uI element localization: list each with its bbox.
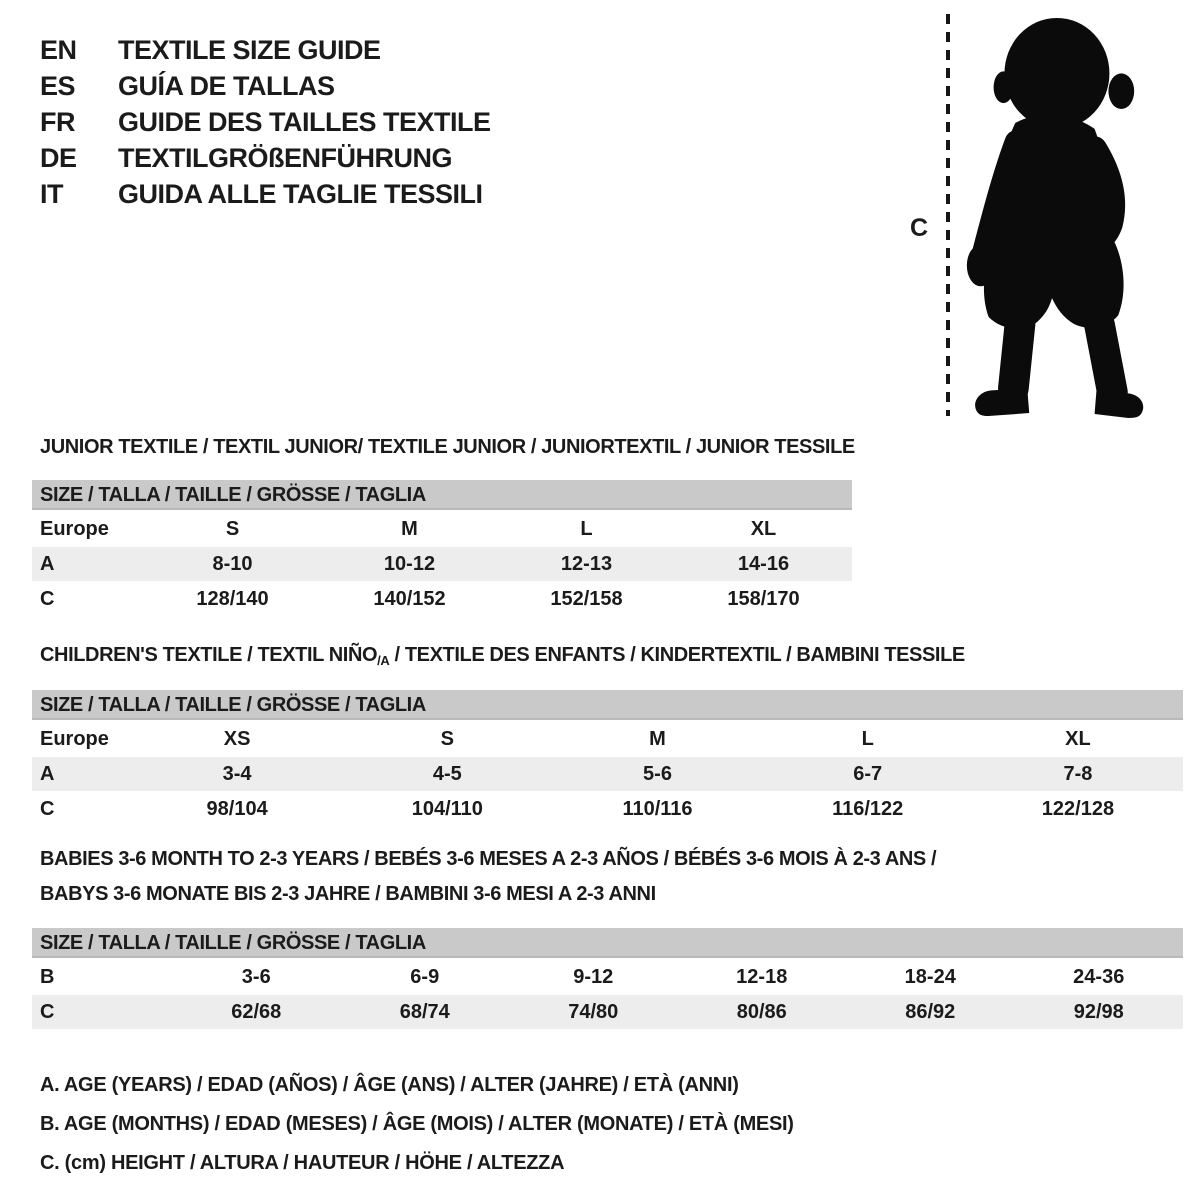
age-cell: 5-6 [643, 763, 672, 785]
age-cell: 12-13 [560, 553, 613, 575]
guide-title-fr: GUIDE DES TAILLES TEXTILE [118, 107, 491, 137]
age-cell: 24-36 [1073, 966, 1125, 988]
language-code: EN [40, 35, 77, 65]
table-row-age-years [32, 547, 852, 581]
babies-size-table [32, 928, 1183, 1030]
height-cell: 140/152 [373, 588, 446, 610]
guide-title-en: TEXTILE SIZE GUIDE [118, 35, 381, 65]
row-label: Europe [40, 518, 109, 540]
table-row-height-cm [32, 792, 1183, 826]
height-cell: 62/68 [231, 1001, 282, 1023]
age-cell: 8-10 [212, 553, 253, 575]
guide-title-es: GUÍA DE TALLAS [118, 71, 335, 101]
size-cell: M [401, 518, 418, 540]
row-label: A [40, 763, 55, 785]
row-label: Europe [40, 728, 109, 750]
table-row-age-months [32, 960, 1183, 994]
row-label: C [40, 798, 55, 820]
table-row-height-cm [32, 995, 1183, 1029]
guide-title-it: GUIDA ALLE TAGLIE TESSILI [118, 179, 483, 209]
footnotes [40, 1066, 794, 1183]
size-table-header-bar: SIZE / TALLA / TAILLE / GRÖSSE / TAGLIA [32, 690, 1183, 720]
row-label: B [40, 966, 55, 988]
children-section-title [40, 644, 965, 668]
language-row-en [40, 32, 491, 68]
size-cell: S [440, 728, 454, 750]
size-cell: XL [750, 518, 777, 540]
height-measure-dashed-line [946, 14, 950, 416]
age-cell: 10-12 [383, 553, 436, 575]
language-code: ES [40, 71, 76, 101]
age-cell: 9-12 [573, 966, 614, 988]
age-cell: 14-16 [737, 553, 790, 575]
footnote-height-cm: C. (cm) HEIGHT / ALTURA / HAUTEUR / HÖHE / ALTEZZA [40, 1152, 565, 1174]
height-cell: 74/80 [568, 1001, 619, 1023]
language-code: DE [40, 143, 77, 173]
size-cell: L [580, 518, 593, 540]
age-cell: 3-4 [222, 763, 252, 785]
table-row-europe [32, 512, 852, 546]
height-cell: 80/86 [736, 1001, 787, 1023]
size-table-header-bar: SIZE / TALLA / TAILLE / GRÖSSE / TAGLIA [32, 480, 852, 510]
children-title-text: / TEXTILE DES ENFANTS / KINDERTEXTIL / BAMBINI TESSILE [389, 644, 965, 666]
age-cell: 7-8 [1063, 763, 1093, 785]
age-cell: 12-18 [736, 966, 788, 988]
size-cell: XS [223, 728, 251, 750]
language-code: FR [40, 107, 75, 137]
toddler-silhouette [957, 12, 1147, 418]
age-cell: 3-6 [241, 966, 271, 988]
size-cell: S [225, 518, 240, 540]
language-row-it [40, 176, 491, 212]
children-title-text: CHILDREN'S TEXTILE / TEXTIL NIÑO [40, 644, 378, 666]
height-cell: 68/74 [399, 1001, 450, 1023]
height-cell: 86/92 [905, 1001, 956, 1023]
table-row-height-cm [32, 582, 852, 616]
junior-size-table [32, 480, 852, 617]
row-label: C [40, 588, 55, 610]
size-cell: XL [1065, 728, 1091, 750]
size-cell: M [649, 728, 666, 750]
size-cell: L [861, 728, 874, 750]
height-cell: 110/116 [622, 798, 693, 820]
table-row-age-years [32, 757, 1183, 791]
age-cell: 4-5 [432, 763, 462, 785]
age-cell: 6-7 [853, 763, 883, 785]
footnote-age-months: B. AGE (MONTHS) / EDAD (MESES) / ÂGE (MOIS) / ALTER (MONATE) / ETÀ (MESI) [40, 1113, 794, 1135]
age-cell: 18-24 [904, 966, 956, 988]
children-title-subscript: /A [377, 653, 390, 668]
babies-section-title-line2: BABYS 3-6 MONATE BIS 2-3 JAHRE / BAMBINI 3-6 MESI A 2-3 ANNI [40, 883, 656, 905]
table-row-europe [32, 722, 1183, 756]
language-row-de [40, 140, 491, 176]
height-cell: 158/170 [727, 588, 800, 610]
size-table-header-bar: SIZE / TALLA / TAILLE / GRÖSSE / TAGLIA [32, 928, 1183, 958]
junior-section-title: JUNIOR TEXTILE / TEXTIL JUNIOR/ TEXTILE JUNIOR / JUNIORTEXTIL / JUNIOR TESSILE [40, 436, 855, 458]
height-cell: 92/98 [1073, 1001, 1124, 1023]
row-label: A [40, 553, 55, 575]
height-cell: 98/104 [206, 798, 268, 820]
age-cell: 6-9 [410, 966, 440, 988]
footnote-age-years: A. AGE (YEARS) / EDAD (AÑOS) / ÂGE (ANS) / ALTER (JAHRE) / ETÀ (ANNI) [40, 1074, 739, 1096]
language-row-fr [40, 104, 491, 140]
height-cell: 104/110 [411, 798, 483, 820]
language-title-list [40, 32, 491, 212]
height-cell: 128/140 [196, 588, 269, 610]
height-cell: 116/122 [832, 798, 904, 820]
language-code: IT [40, 179, 63, 209]
guide-title-de: TEXTILGRÖßENFÜHRUNG [118, 143, 452, 173]
language-row-es [40, 68, 491, 104]
height-cell: 122/128 [1041, 798, 1115, 820]
children-size-table [32, 690, 1183, 827]
row-label: C [40, 1001, 55, 1023]
babies-section-title-line1: BABIES 3-6 MONTH TO 2-3 YEARS / BEBÉS 3-6 MESES A 2-3 AÑOS / BÉBÉS 3-6 MOIS À 2-3 ANS / [40, 848, 937, 870]
height-cell: 152/158 [550, 588, 623, 610]
height-measure-label: C [910, 214, 929, 242]
